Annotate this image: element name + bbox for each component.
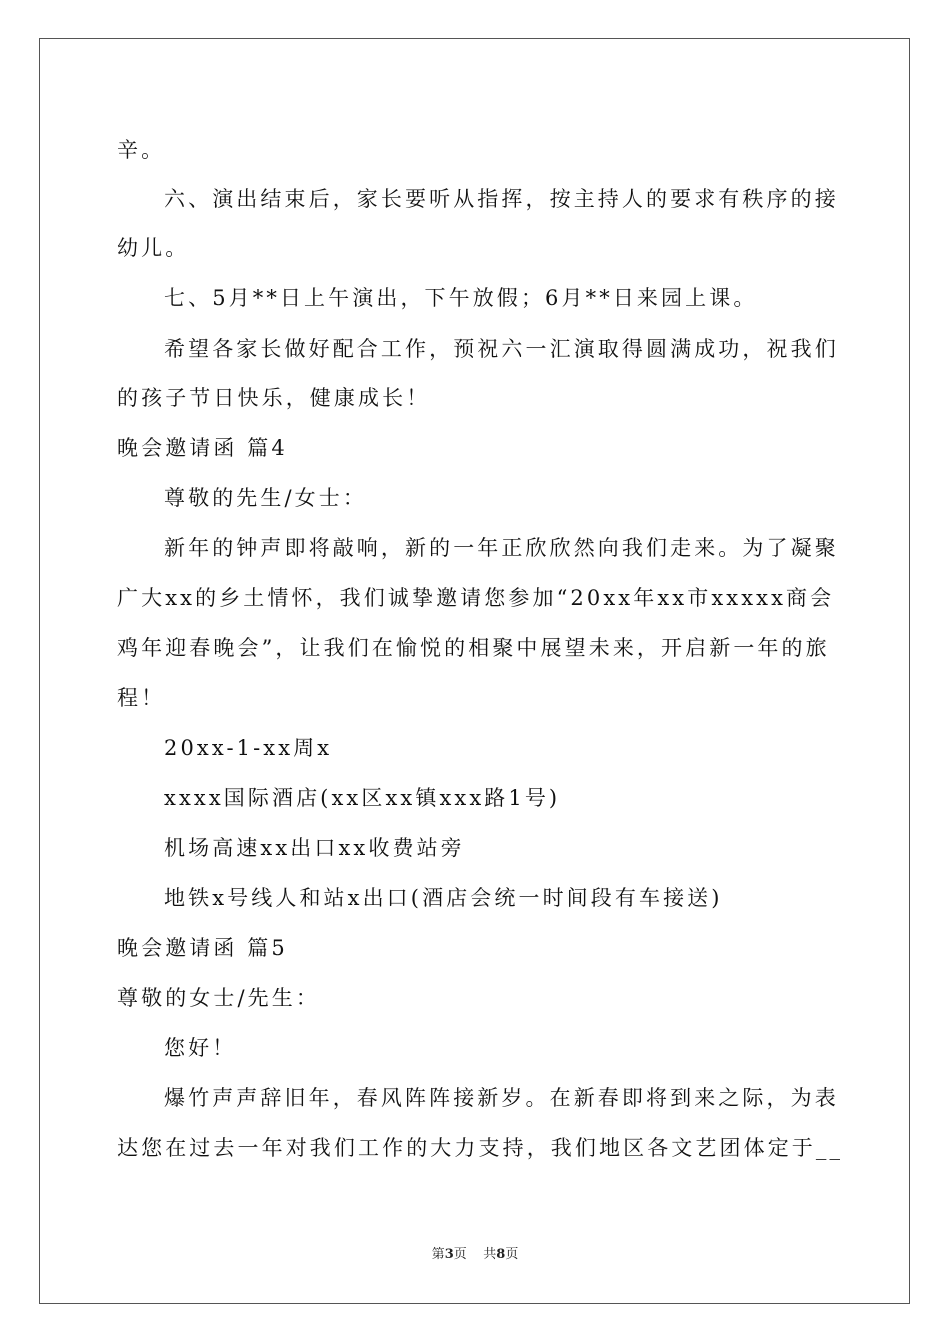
paragraph-line: 达您在过去一年对我们工作的大力支持，我们地区各文艺团体定于__ bbox=[117, 1136, 844, 1160]
paragraph-line: 广大xx的乡土情怀，我们诚挚邀请您参加“20xx年xx市xxxxx商会 bbox=[117, 586, 835, 610]
event-date: 20xx-1-xx周x bbox=[164, 736, 333, 760]
directions-metro: 地铁x号线人和站x出口(酒店会统一时间段有车接送) bbox=[164, 886, 723, 910]
page-border bbox=[39, 38, 910, 1304]
event-venue: xxxx国际酒店(xx区xx镇xxx路1号) bbox=[164, 786, 561, 810]
directions-car: 机场高速xx出口xx收费站旁 bbox=[164, 836, 465, 860]
paragraph-line: 程！ bbox=[117, 686, 166, 710]
greeting: 您好！ bbox=[164, 1036, 237, 1060]
salutation: 尊敬的女士/先生： bbox=[117, 986, 320, 1010]
paragraph-line: 鸡年迎春晚会”，让我们在愉悦的相聚中展望未来，开启新一年的旅 bbox=[117, 636, 830, 660]
footer-suffix: 页 bbox=[505, 1247, 519, 1262]
paragraph-line: 新年的钟声即将敲响，新的一年正欣欣然向我们走来。为了凝聚 bbox=[164, 536, 839, 560]
total-page-number: 8 bbox=[496, 1247, 506, 1262]
paragraph-line: 六、演出结束后，家长要听从指挥，按主持人的要求有秩序的接 bbox=[164, 187, 839, 211]
paragraph-line: 幼儿。 bbox=[117, 236, 190, 260]
paragraph-line: 辛。 bbox=[117, 138, 166, 162]
section-heading: 晚会邀请函 篇5 bbox=[117, 936, 288, 960]
page-number-footer bbox=[0, 1243, 950, 1262]
paragraph-line: 希望各家长做好配合工作，预祝六一汇演取得圆满成功，祝我们 bbox=[164, 337, 839, 361]
footer-prefix: 第 bbox=[431, 1247, 445, 1262]
paragraph-line: 七、5月**日上午演出，下午放假；6月**日来园上课。 bbox=[164, 286, 758, 310]
salutation: 尊敬的先生/女士： bbox=[164, 486, 367, 510]
current-page-number: 3 bbox=[444, 1247, 454, 1262]
footer-mid: 页 共 bbox=[453, 1247, 497, 1262]
section-heading: 晚会邀请函 篇4 bbox=[117, 436, 288, 460]
paragraph-line: 爆竹声声辞旧年，春风阵阵接新岁。在新春即将到来之际，为表 bbox=[164, 1086, 839, 1110]
paragraph-line: 的孩子节日快乐，健康成长！ bbox=[117, 386, 431, 410]
